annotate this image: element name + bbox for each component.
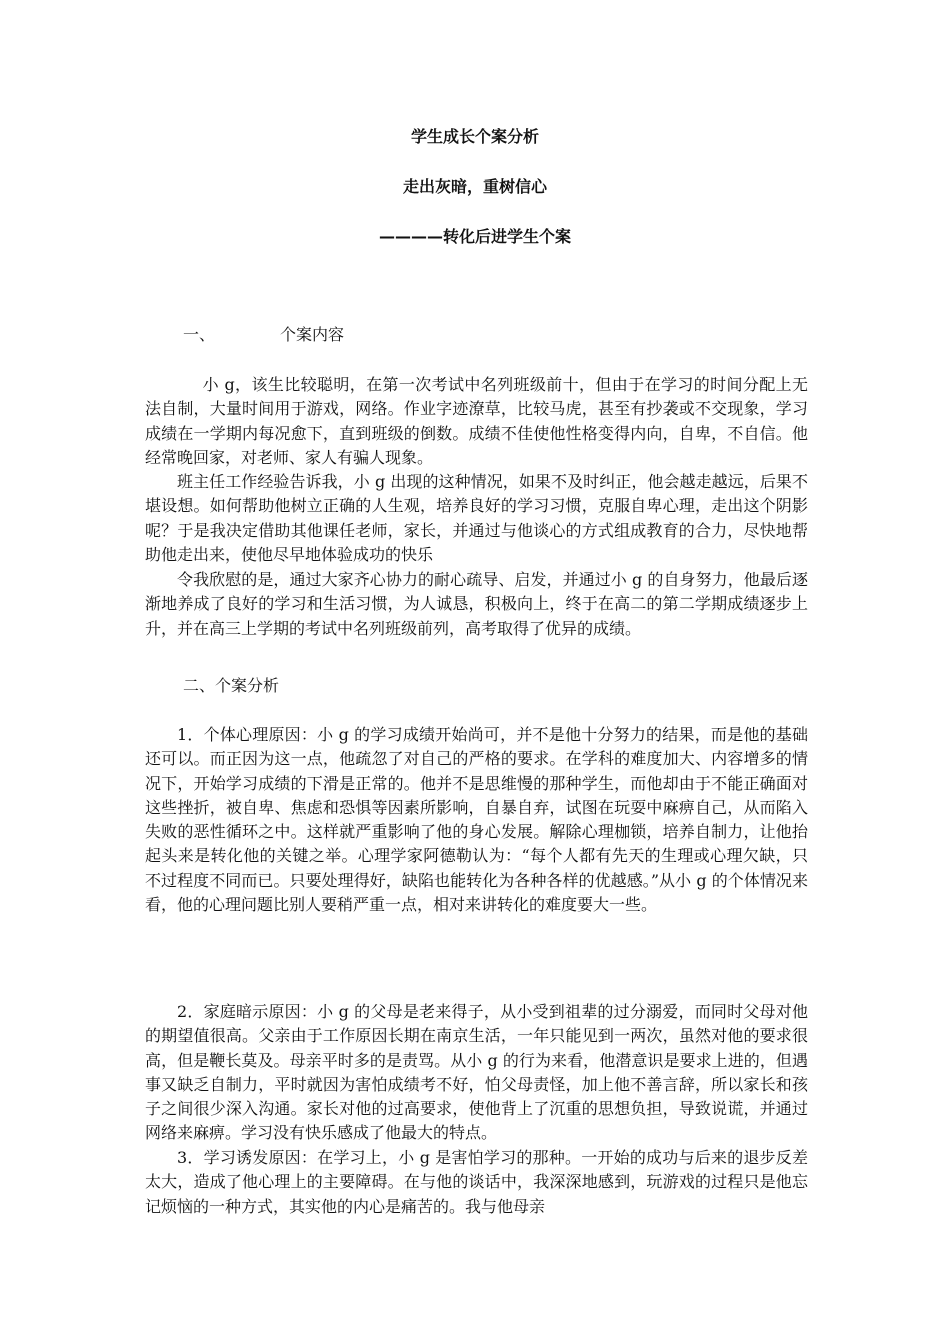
paragraph-case-intro: 小 g，该生比较聪明，在第一次考试中名列班级前十，但由于在学习的时间分配上无法自制，大量时间用于游戏，网络。作业字迹潦草，比较马虎，甚至有抄袭或不交现象，学习成绩在一学期内每况愈下，直到班级的倒数。成绩不佳使他性格变得内向，自卑，不自信。他经常晚回家，对老师、家人有骗人现象。 — [145, 375, 808, 467]
paragraph-family: 2．家庭暗示原因：小 g 的父母是老来得子，从小受到祖辈的过分溺爱，而同时父母对他的期望值很高。父亲由于工作原因长期在南京生活，一年只能见到一两次，虽然对他的要求很高，但是鞭长莫及。母亲平时多的是责骂。从小 g 的行为来看，他潜意识是要求上进的，但遇事又缺乏自制力，平时就因为害怕成绩考不好，怕父母责怪，加上他不善言辞，所以家长和孩子之间很少深入沟通。家长对他的过高要求，使他背上了沉重的思想负担，导致说谎，并通过网络来麻痹。学习没有快乐感成了他最大的特点。 — [145, 1002, 808, 1143]
document-subtitle: 走出灰暗，重树信心 — [402, 177, 547, 196]
section-1-number: 一、 — [183, 325, 216, 344]
paragraph-teacher-experience: 班主任工作经验告诉我，小 g 出现的这种情况，如果不及时纠正，他会越走越远，后果不堪设想。如何帮助他树立正确的人生观，培养良好的学习习惯，克服自卑心理，走出这个阴影呢？于是我决定借助其他课任老师，家长，并通过与他谈心的方式组成教育的合力，尽快地帮助他走出来，使他尽早地体验成功的快乐 — [145, 472, 808, 564]
paragraph-outcome: 令我欣慰的是，通过大家齐心协力的耐心疏导、启发，并通过小 g 的自身努力，他最后逐渐地养成了良好的学习和生活习惯，为人诚恳，积极向上，终于在高二的第二学期成绩逐步上升，并在高三上学期的考试中名列班级前列，高考取得了优异的成绩。 — [145, 570, 808, 638]
section-1-heading: 个案内容 — [280, 325, 345, 344]
document-title: 学生成长个案分析 — [410, 127, 539, 146]
section-2-heading: 二、个案分析 — [183, 676, 280, 695]
paragraph-study: 3．学习诱发原因：在学习上，小 g 是害怕学习的那种。一开始的成功与后来的退步反差太大，造成了他心理上的主要障碍。在与他的谈话中，我深深地感到，玩游戏的过程只是他忘记烦恼的一种方式，其实他的内心是痛苦的。我与他母亲 — [145, 1148, 808, 1216]
document-subsubtitle: ————转化后进学生个案 — [378, 227, 571, 246]
paragraph-psychology: 1．个体心理原因：小 g 的学习成绩开始尚可，并不是他十分努力的结果，而是他的基础还可以。而正因为这一点，他疏忽了对自己的严格的要求。在学科的难度加大、内容增多的情况下，开始学习成绩的下滑是正常的。他并不是思维慢的那种学生，而他却由于不能正确面对这些挫折，被自卑、焦虑和恐惧等因素所影响，自暴自弃，试图在玩耍中麻痹自己，从而陷入失败的恶性循环之中。这样就严重影响了他的身心发展。解除心理枷锁，培养自制力，让他抬起头来是转化他的关键之举。心理学家阿德勒认为：“每个人都有先天的生理或心理欠缺，只不过程度不同而已。只要处理得好，缺陷也能转化为各种各样的优越感。”从小 g 的个体情况来看，他的心理问题比别人要稍严重一点，相对来讲转化的难度要大一些。 — [145, 725, 808, 915]
